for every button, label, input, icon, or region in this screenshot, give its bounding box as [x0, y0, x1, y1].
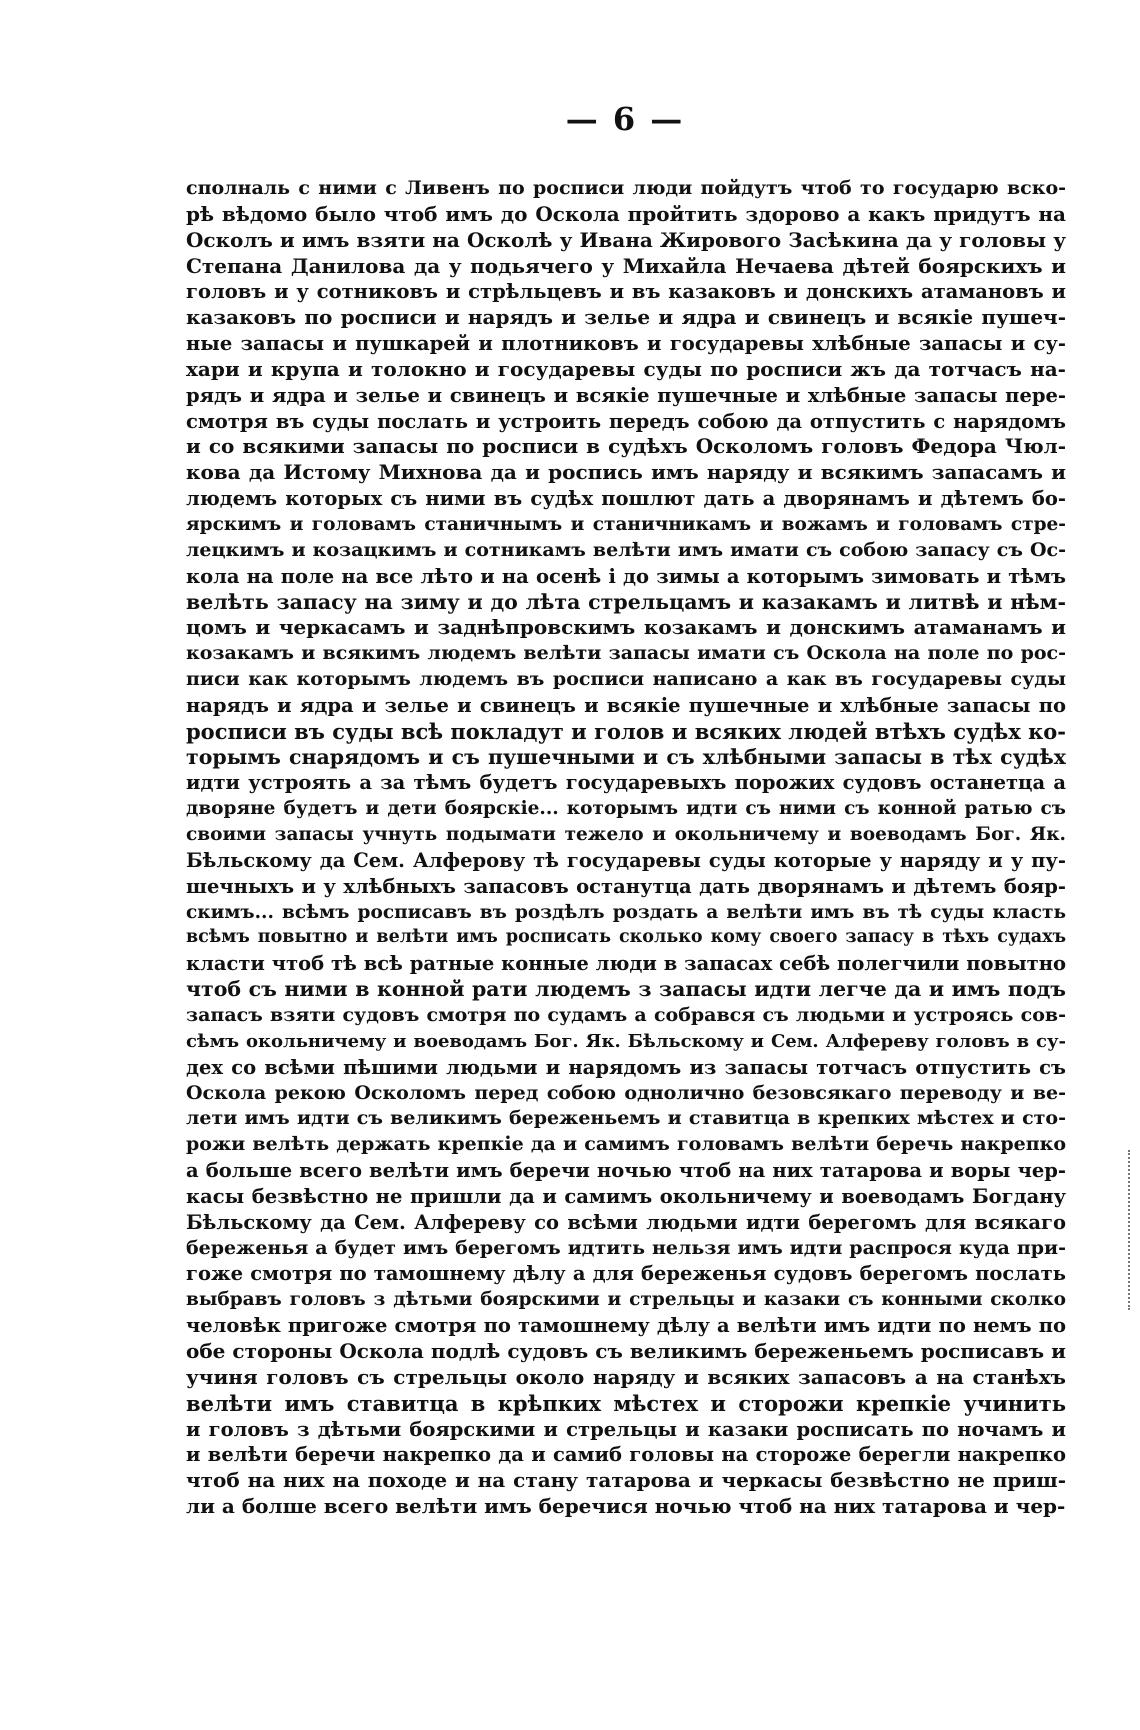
text-line: а больше всего велѣти имъ беречи ночью чтоб на них татарова и воры чер- — [186, 1159, 1066, 1183]
text-line: выбравъ головъ з дѣтьми боярскими и стрельцы и казаки съ конными сколко — [186, 1289, 1066, 1311]
text-line: и со всякими запасы по росписи в судѣхъ Осколомъ головъ Федора Чюл- — [186, 434, 1066, 459]
text-line: класти чтоб тѣ всѣ ратные конные люди в запасах себѣ полегчили повытно — [186, 952, 1066, 976]
text-line: смотря въ суды послать и устроить передъ собою да отпустить с нарядомъ — [186, 409, 1066, 433]
text-line: дех со всѣми пѣшими людьми и нарядомъ из запасы тотчасъ отпустить съ — [186, 1055, 1066, 1079]
text-line: лецкимъ и козацкимъ и сотникамъ велѣти имъ имати съ собою запасу съ Ос- — [186, 538, 1066, 561]
text-line: рѣ вѣдомо было чтоб имъ до Оскола пройтить здорово а какъ придутъ на — [186, 201, 1066, 226]
text-line: чтоб на них на походе и на стану татарова и черкасы безвѣстно не приш- — [186, 1468, 1066, 1493]
text-line: писи как которымъ людемъ въ росписи написано а как въ государевы суды — [186, 668, 1066, 691]
text-line: Бѣльскому да Сем. Алфереву со всѣми людьми идти берегомъ для всякаго — [186, 1210, 1066, 1234]
text-line: Осколъ и имъ взяти на Осколѣ у Ивана Жирового Засѣкина да у головы у — [186, 227, 1066, 252]
text-line: велѣть запасу на зиму и до лѣта стрельцамъ и казакамъ и литвѣ и нѣм- — [186, 589, 1066, 614]
text-line: велѣти имъ ставитца в крѣпких мѣстех и сторожи крепкіе учинить — [186, 1390, 1066, 1416]
text-line: шечныхъ и у хлѣбныхъ запасовъ останутца дать дворянамъ и дѣтемъ бояр- — [186, 874, 1066, 898]
text-line: нарядъ и ядра и зелье и свинецъ и всякіе пушечные и хлѣбные запасы по — [186, 693, 1066, 717]
text-line: торымъ снарядомъ и съ пушечными и съ хлѣбными запасы в тѣх судѣх — [186, 744, 1066, 769]
text-line: обе стороны Оскола подлѣ судовъ съ великимъ береженьемъ росписавъ и — [186, 1338, 1066, 1363]
text-line: и головъ з дѣтьми боярскими и стрельцы и казаки росписать по ночамъ и — [186, 1417, 1066, 1441]
text-line: учиня головъ съ стрельцы около наряду и всяких запасовъ а на станѣхъ — [186, 1364, 1066, 1389]
text-line: человѣк пригоже смотря по тамошнему дѣлу а велѣти имъ идти по немъ по — [186, 1314, 1066, 1338]
text-line: рядъ и ядра и зелье и свинецъ и всякіе пушечные и хлѣбные запасы пере- — [186, 383, 1066, 407]
text-line: идти устроять а за тѣмъ будетъ государевыхъ порожих судовъ останетца а — [186, 771, 1066, 795]
text-line: скимъ... всѣмъ росписавъ въ роздѣлъ роздать а велѣти имъ въ тѣ суды класть — [186, 901, 1066, 923]
scan-edge-mark — [1128, 1150, 1132, 1310]
text-line: сполналь с ними с Ливенъ по росписи люди пойдутъ чтоб то государю вско- — [186, 177, 1066, 199]
text-line: ные запасы и пушкарей и плотниковъ и государевы хлѣбные запасы и су- — [186, 332, 1066, 356]
text-line: ярскимъ и головамъ станичнымъ и станичникамъ и вожамъ и головамъ стре- — [186, 513, 1066, 535]
text-line: чтоб съ ними в конной рати людемъ з запасы идти легче да и имъ подъ — [186, 977, 1066, 1002]
text-line: своими запасы учнуть подымати тежело и окольничему и воеводамъ Бог. Як. — [186, 824, 1066, 846]
text-line: Оскола рекою Осколомъ перед собою однолично безовсякаго переводу и ве- — [186, 1081, 1066, 1104]
text-line: береженья а будет имъ берегомъ идтить нельзя имъ идти распрося куда при- — [186, 1236, 1066, 1259]
text-line: ли а болше всего велѣти имъ беречися ночью чтоб на них татарова и чер- — [186, 1494, 1066, 1519]
text-line: сѣмъ окольничему и воеводамъ Бог. Як. Бѣльскому и Сем. Алфереву головъ в су- — [186, 1030, 1066, 1052]
text-line: цомъ и черкасамъ и заднѣпровскимъ козакамъ и донскимъ атаманамъ и — [186, 615, 1066, 640]
text-line: головъ и у сотниковъ и стрѣльцевъ и въ казаковъ и донскихъ атамановъ и — [186, 280, 1066, 304]
text-line: рожи велѣть держать крепкіе да и самимъ головамъ велѣти беречь накрепко — [186, 1133, 1066, 1156]
text-line: росписи въ суды всѣ покладут и голов и всяких людей втѣхъ судѣх ко- — [186, 718, 1066, 744]
text-line: Бѣльскому да Сем. Алферову тѣ государевы суды которые у наряду и у пу- — [186, 848, 1066, 872]
body-text — [186, 176, 1066, 1520]
text-line: кова да Истому Михнова да и роспись имъ наряду и всякимъ запасамъ и — [186, 460, 1066, 485]
text-line: казаковъ по росписи и нарядъ и зелье и ядра и свинецъ и всякіе пушеч- — [186, 305, 1066, 330]
text-line: людемъ которых съ ними въ судѣх пошлют дать а дворянамъ и дѣтемъ бо- — [186, 487, 1066, 511]
text-line: кола на поле на все лѣто и на осенѣ і до зимы а которымъ зимовать и тѣмъ — [186, 564, 1066, 588]
page-number: — 6 — — [565, 100, 685, 138]
text-line: всѣмъ повытно и велѣти имъ росписать сколько кому своего запасу в тѣхъ судахъ — [186, 927, 1066, 948]
text-line: лети имъ идти съ великимъ береженьемъ и ставитца в крепких мѣстех и сто- — [186, 1107, 1066, 1130]
text-line: Степана Данилова да у подьячего у Михайла Нечаева дѣтей боярскихъ и — [186, 253, 1066, 278]
text-line: хари и крупа и толокно и государевы суды по росписи жъ да тотчасъ на- — [186, 356, 1066, 381]
text-line: дворяне будетъ и дети боярскіе... которымъ идти съ ними съ конной ратью съ — [186, 798, 1066, 820]
text-line: касы безвѣстно не пришли да и самимъ окольничему и воеводамъ Богдану — [186, 1184, 1066, 1208]
text-line: и велѣти беречи накрепко да и самиб головы на стороже берегли накрепко — [186, 1443, 1066, 1467]
text-line: запасъ взяти судовъ смотря по судамъ а собрався съ людьми и устроясь сов- — [186, 1004, 1066, 1026]
text-line: гоже смотря по тамошнему дѣлу а для береженья судовъ берегомъ послать — [186, 1262, 1066, 1286]
text-line: козакамъ и всякимъ людемъ велѣти запасы имати съ Оскола на поле по рос- — [186, 642, 1066, 665]
